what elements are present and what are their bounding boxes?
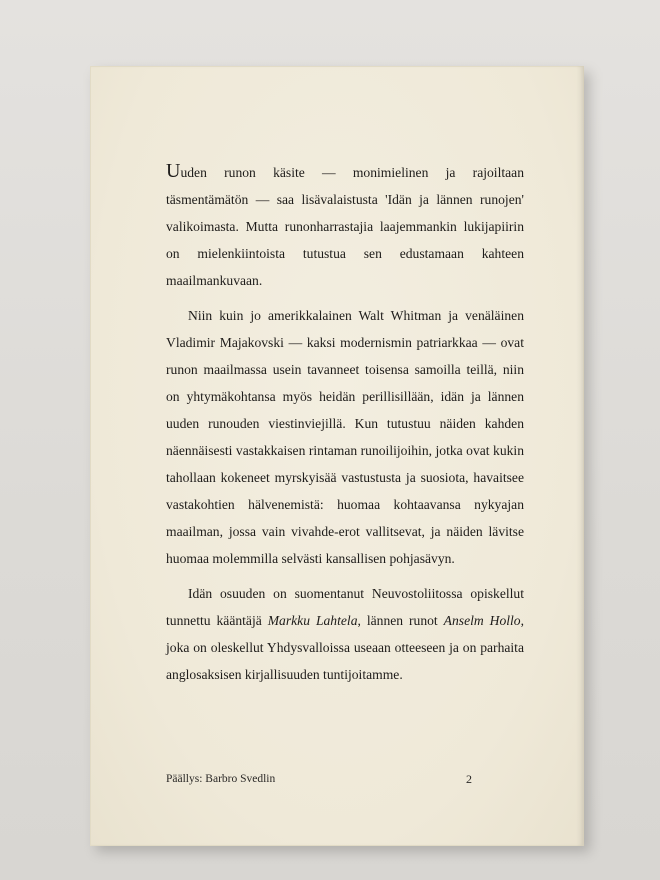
paragraph-3-part-a: Idän osuuden on suomentanut Neuvostoliitossa opiskellut tunnettu kääntäjä <box>166 586 524 628</box>
paragraph-2: Niin kuin jo amerikkalainen Walt Whitman ja venäläinen Vladimir Majakovski — kaksi modernismin patriarkkaa — ovat runon maailmassa usein tavanneet toisensa samoilla teillä, niin on yhtymäkohtansa myös heidän perillisillään, idän ja lännen uuden runouden viestinviejillä. Kun tutustuu näiden kahden näennäisesti vastakkaisen rintaman runoilijoihin, jotka ovat kukin tahollaan kokeneet myrskyisää vastustusta ja suosiota, havaitsee vastakohtien hälvenemistä: huomaa kohtaavansa nykyajan maailman, jossa vain vivahde-erot vallitsevat, ja näiden lävitse huomaa molemmilla selvästi kansallisen pohjasävyn. <box>166 308 524 566</box>
paragraph-3-part-c: , joka on oleskellut Yhdysvalloissa useaan otteeseen ja on parhaita anglosaksisen kirjallisuuden tuntijoitamme. <box>166 613 525 682</box>
translator-name-2: Anselm Hollo <box>443 613 521 628</box>
translator-name-1: Markku Lahtela <box>267 613 358 628</box>
paragraph-1 <box>166 159 524 294</box>
paragraph-1-text: uden runon käsite — monimielinen ja rajoiltaan täsmentämätön — saa lisävalaistusta 'Idän ja lännen runojen' valikoimasta. Mutta runonharrastajia laajemmankin lukijapiirin on mielenkiintoista tutustua sen edustamaan kahteen maailmankuvaan. <box>166 165 524 288</box>
page-number: 2 <box>466 772 472 786</box>
blurb-text <box>166 159 524 696</box>
book-right-edge <box>576 66 584 846</box>
paragraph-3-part-b: , lännen runot <box>357 613 444 628</box>
initial-letter: U <box>166 160 181 182</box>
cover-design-credit: Päällys: Barbro Svedlin <box>166 773 276 785</box>
paragraph-3 <box>166 580 524 688</box>
